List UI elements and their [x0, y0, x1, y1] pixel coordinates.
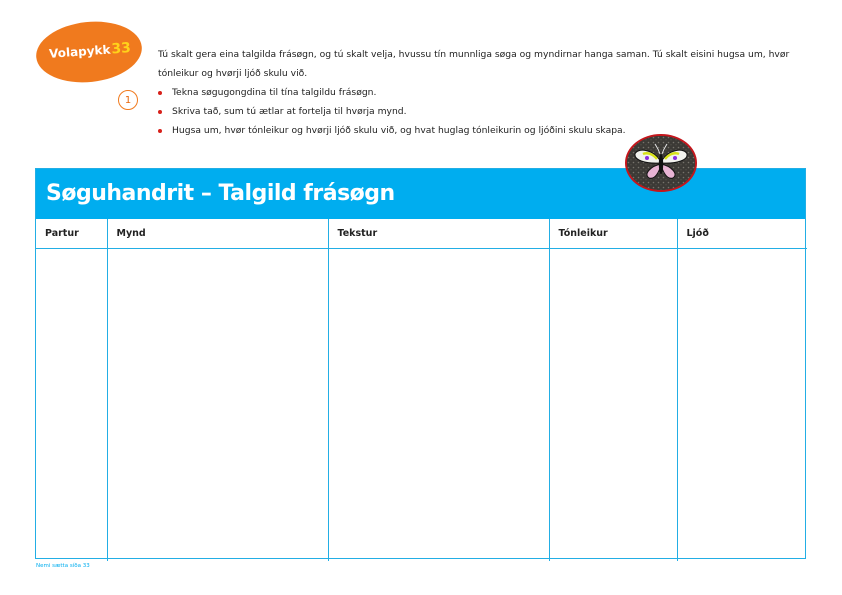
cell-tonleikur[interactable] [549, 249, 677, 562]
volapykk-logo [36, 22, 144, 106]
panel-title: Søguhandrit – Talgild frásøgn [36, 169, 805, 219]
cell-tekstur[interactable] [328, 249, 549, 562]
instructions-list [158, 83, 798, 140]
butterfly-icon [627, 136, 695, 190]
logo-badge-number: 1 [118, 90, 138, 110]
instructions [158, 45, 798, 140]
page-footer: Nemi sætta síða 33 [36, 563, 90, 569]
instructions-intro: Tú skalt gera eina talgilda frásøgn, og tú skalt velja, hvussu tín munnliga søga og myndirnar hanga saman. Tú skalt eisini hugsa um, hvør tónleikur og hvørji ljóð skulu við. [158, 49, 790, 79]
cell-partur[interactable] [36, 249, 107, 562]
instruction-bullet: Tekna søgugongdina til tína talgildu frásøgn. [158, 83, 798, 102]
cell-mynd[interactable] [107, 249, 328, 562]
logo-number: 33 [110, 40, 132, 58]
logo-word: Volapykk [48, 42, 111, 61]
table-row [36, 249, 807, 562]
instruction-bullet: Skriva tað, sum tú ætlar at fortelja til hvørja mynd. [158, 102, 798, 121]
column-header-ljod: Ljóð [677, 219, 807, 249]
column-header-tonleikur: Tónleikur [549, 219, 677, 249]
instruction-bullet: Hugsa um, hvør tónleikur og hvørji ljóð skulu við, og hvat huglag tónleikurin og ljóðini skulu skapa. [158, 121, 798, 140]
cell-ljod[interactable] [677, 249, 807, 562]
butterfly-badge [625, 134, 697, 192]
column-header-tekstur: Tekstur [328, 219, 549, 249]
storyboard-table [36, 219, 807, 561]
table-header-row [36, 219, 807, 249]
column-header-mynd: Mynd [107, 219, 328, 249]
storyboard-panel [35, 168, 806, 559]
column-header-partur: Partur [36, 219, 107, 249]
